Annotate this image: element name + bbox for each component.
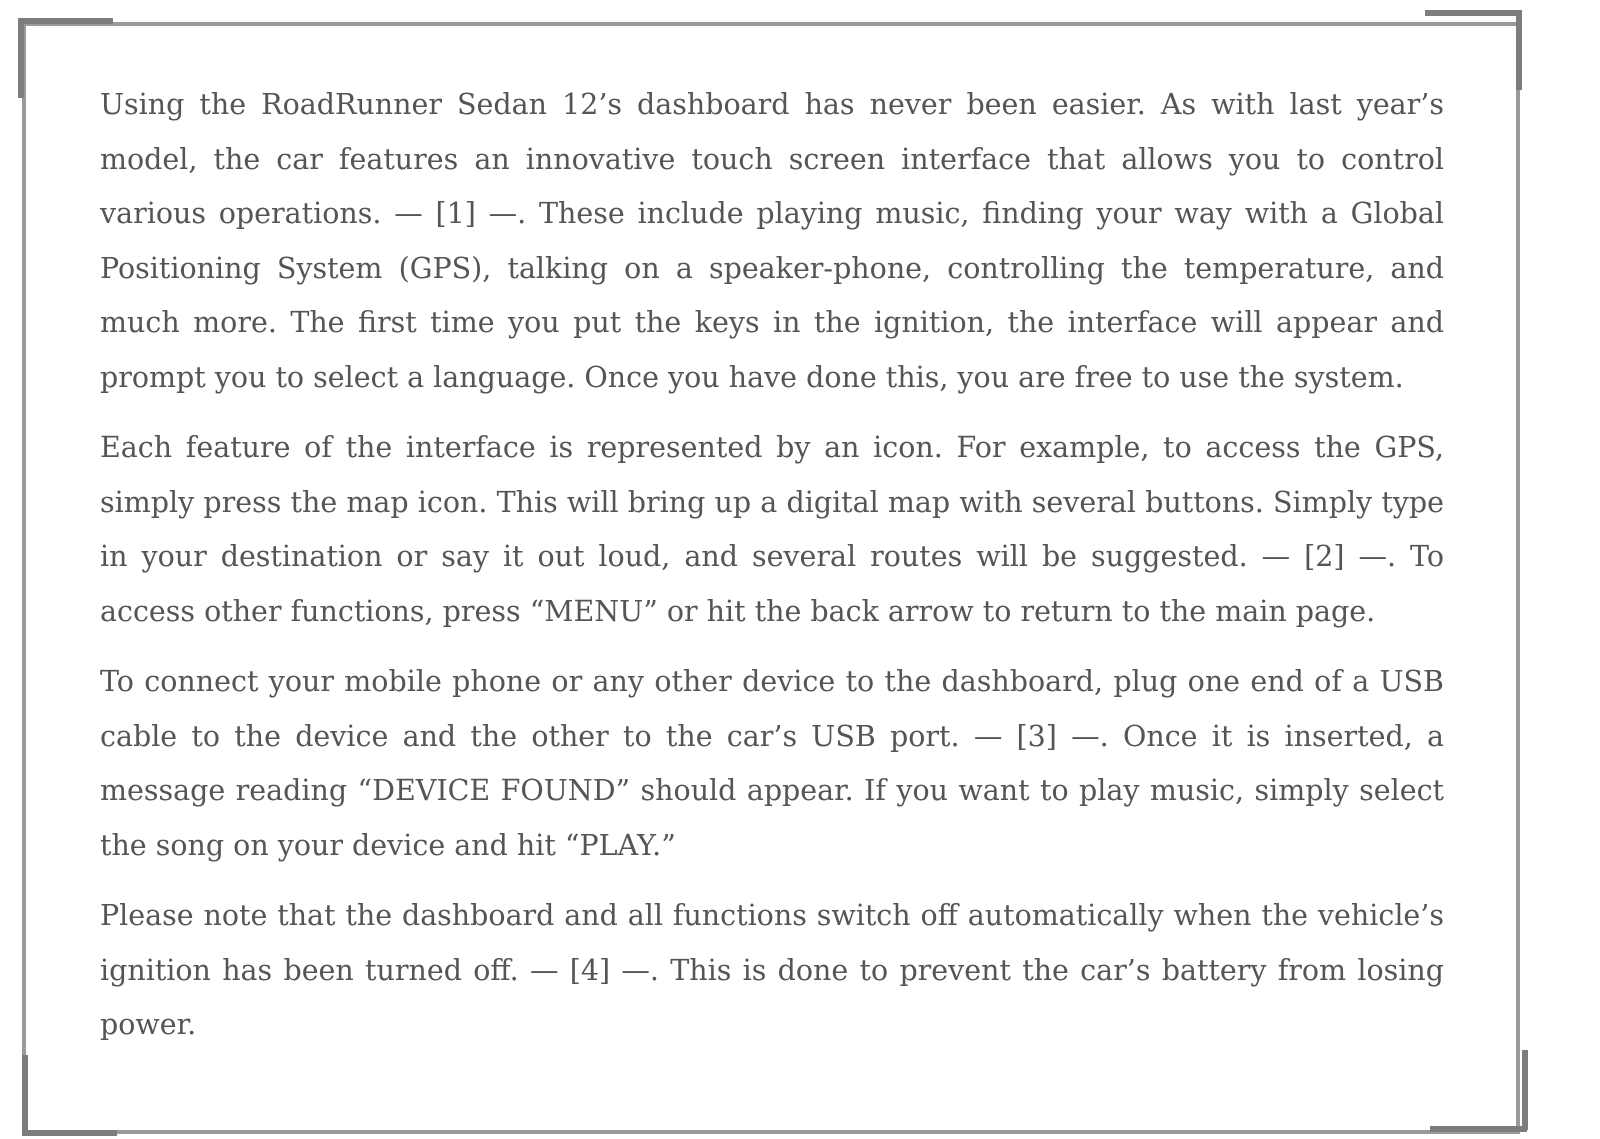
corner-mark-bottom-right (1430, 1126, 1527, 1132)
paragraph-interface-icons: Each feature of the interface is represented by an icon. For example, to access the GPS, simply press the map icon. This will bring up a digital map with several buttons. Simply type in your destination or say it out loud, and several routes will be suggested. — [2] —. To access other functions, press “MENU” or hit the back arrow to return to the main page. (100, 431, 1444, 628)
corner-mark-top-left-vertical (18, 18, 24, 98)
corner-mark-top-right-vertical (1516, 10, 1522, 90)
passage-body (100, 78, 1444, 1069)
corner-mark-bottom-left (22, 1130, 117, 1136)
corner-mark-top-right (1425, 10, 1522, 16)
corner-mark-bottom-left-vertical (22, 1055, 28, 1135)
paragraph-usb-connection: To connect your mobile phone or any other device to the dashboard, plug one end of a USB cable to the device and the other to the car’s USB port. — [3] —. Once it is inserted, a message reading “DEVICE FOUND” should appear. If you want to play music, simply select the song on your device and hit “PLAY.” (100, 665, 1444, 862)
paragraph-auto-shutoff: Please note that the dashboard and all functions switch off automatically when the vehicle’s ignition has been turned off. — [4] —. This is done to prevent the car’s battery from losing power. (100, 899, 1444, 1041)
paragraph-dashboard-intro: Using the RoadRunner Sedan 12’s dashboard has never been easier. As with last year’s model, the car features an innovative touch screen interface that allows you to control various operations. — [1] —. These include playing music, finding your way with a Global Positioning System (GPS), talking on a speaker-phone, controlling the temperature, and much more. The first time you put the keys in the ignition, the interface will appear and prompt you to select a language. Once you have done this, you are free to use the system. (100, 88, 1444, 394)
corner-mark-top-left (18, 18, 113, 24)
corner-mark-bottom-right-vertical (1522, 1050, 1528, 1130)
